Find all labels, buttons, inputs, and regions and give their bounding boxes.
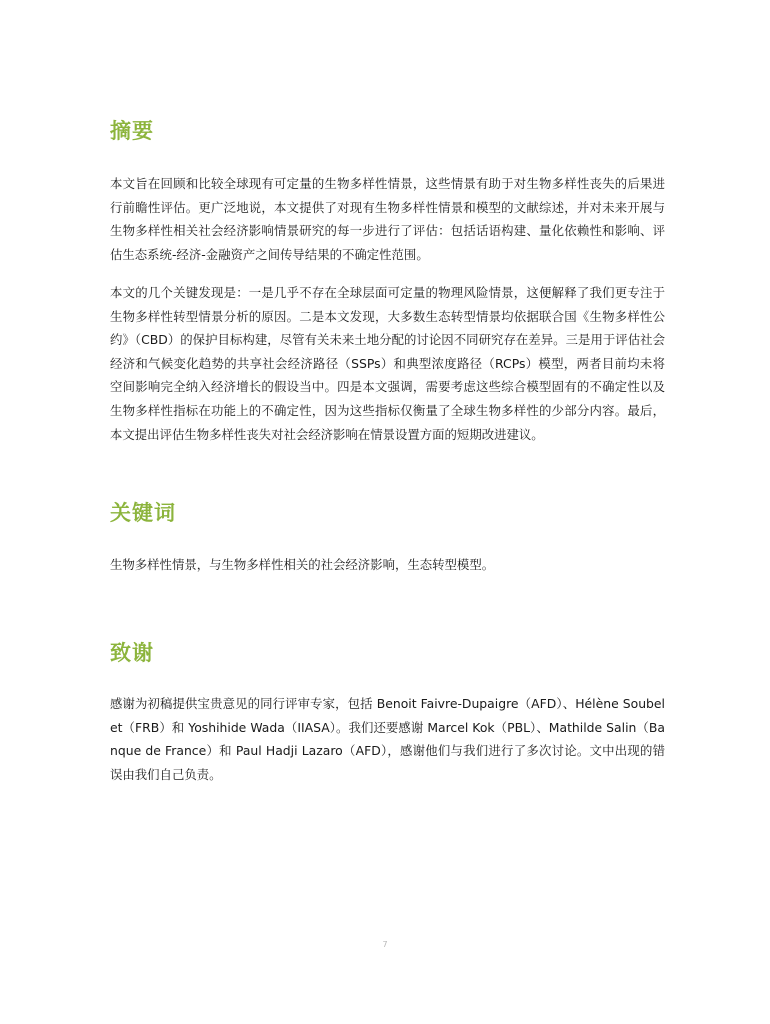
acknowledgements-heading: 致谢 [110, 641, 154, 665]
abstract-heading: 摘要 [110, 119, 154, 143]
acknowledgements-text: 感谢为初稿提供宝贵意见的同行评审专家，包括 Benoit Faivre-Dupaigre（AFD）、Hélène Soubelet（FRB）和 Yoshihide Wada（IIASA）。我们还要感谢 Marcel Kok（PBL）、Mathilde Salin（Banque de France）和 Paul Hadji Lazaro（AFD），感谢他们与我们进行了多次讨论。文中出现的错误由我们自己负责。 [110, 696, 665, 782]
abstract-paragraph-1: 本文旨在回顾和比较全球现有可定量的生物多样性情景，这些情景有助于对生物多样性丧失的后果进行前瞻性评估。更广泛地说，本文提供了对现有生物多样性情景和模型的文献综述，并对未来开展与生物多样性相关社会经济影响情景研究的每一步进行了评估：包括话语构建、量化依赖性和影响、评估生态系统-经济-金融资产之间传导结果的不确定性范围。 [110, 176, 665, 262]
keywords-heading: 关键词 [110, 501, 176, 525]
page-number: 7 [382, 940, 388, 949]
abstract-paragraph-2: 本文的几个关键发现是：一是几乎不存在全球层面可定量的物理风险情景，这便解释了我们更专注于生物多样性转型情景分析的原因。二是本文发现，大多数生态转型情景均依据联合国《生物多样性公约》（CBD）的保护目标构建，尽管有关未来土地分配的讨论因不同研究存在差异。三是用于评估社会经济和气候变化趋势的共享社会经济路径（SSPs）和典型浓度路径（RCPs）模型，两者目前均未将空间影响完全纳入经济增长的假设当中。四是本文强调，需要考虑这些综合模型固有的不确定性以及生物多样性指标在功能上的不确定性，因为这些指标仅衡量了全球生物多样性的少部分内容。最后，本文提出评估生物多样性丧失对社会经济影响在情景设置方面的短期改进建议。 [110, 285, 665, 442]
keywords-text: 生物多样性情景，与生物多样性相关的社会经济影响，生态转型模型。 [110, 557, 495, 572]
